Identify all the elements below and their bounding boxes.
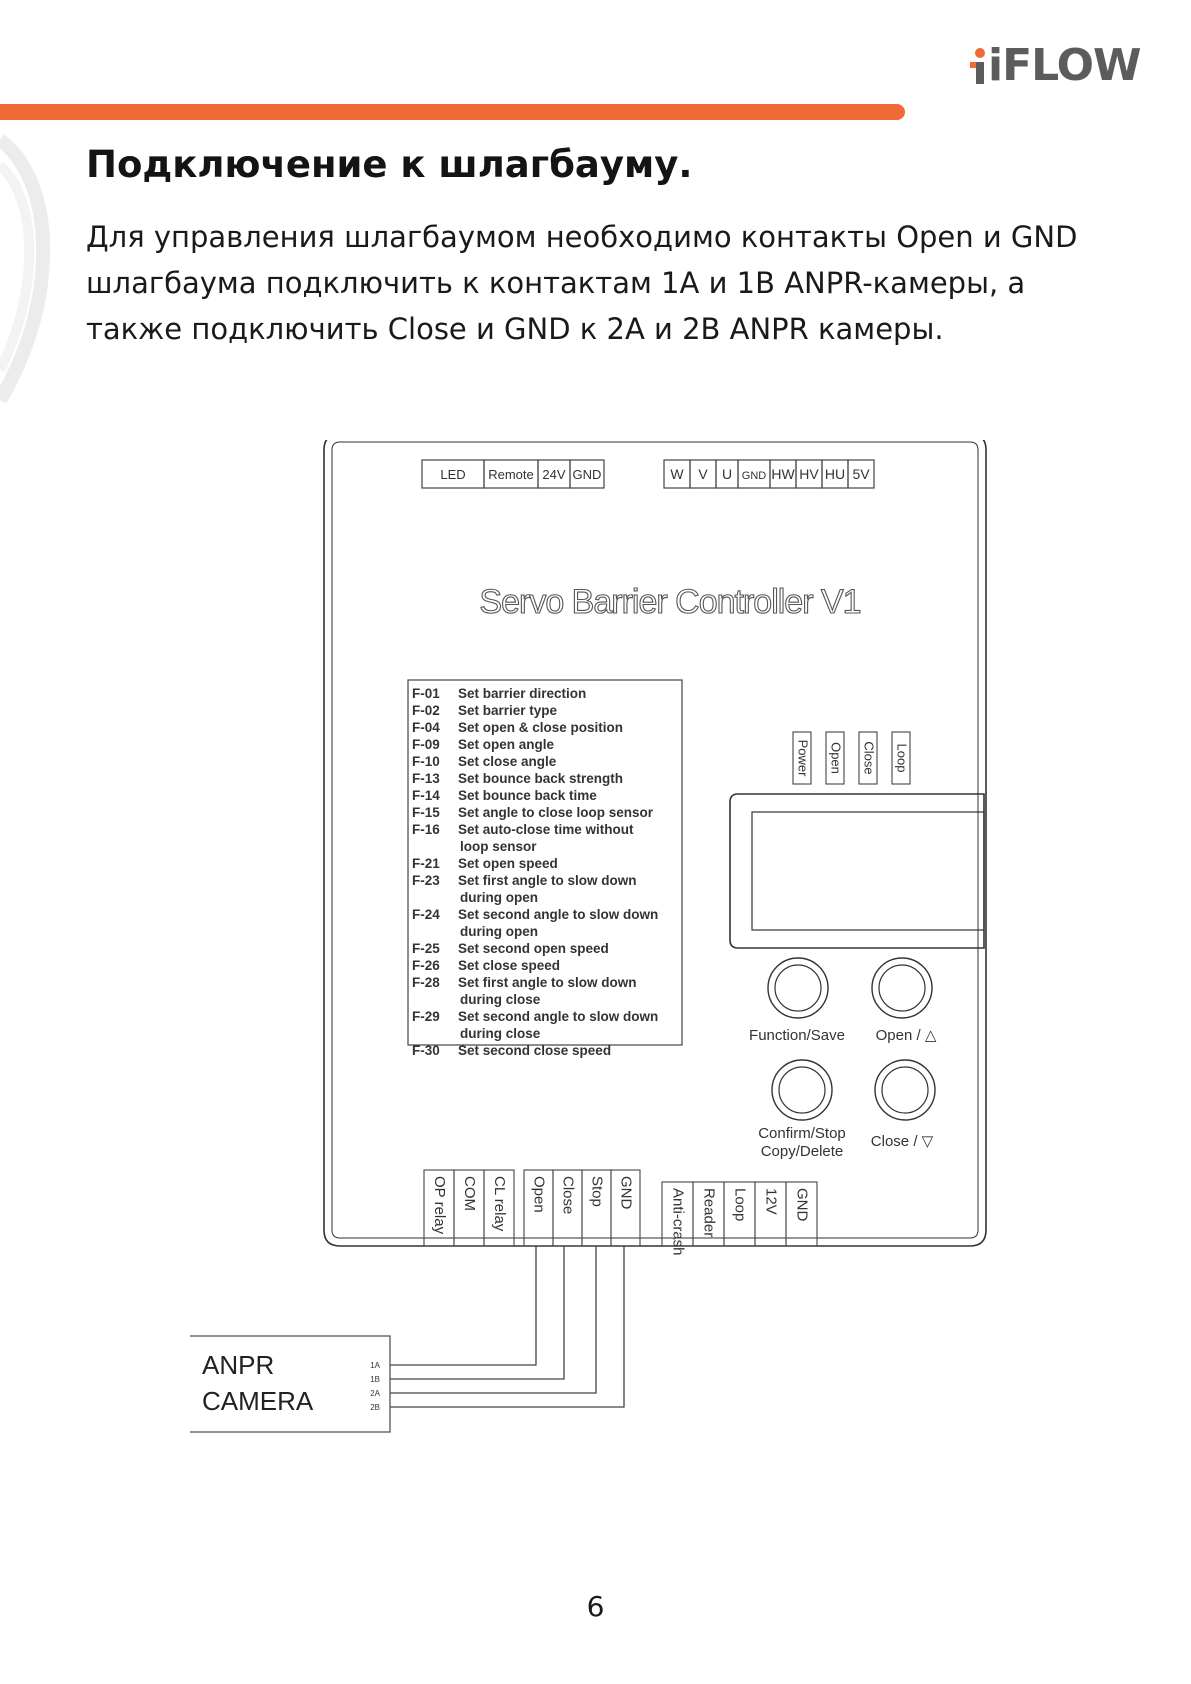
indicator-label: Power	[795, 739, 811, 777]
function-description: Set open & close position	[458, 720, 624, 735]
function-description: Set first angle to slow down	[458, 873, 637, 888]
function-description: loop sensor	[460, 839, 537, 854]
terminal-label: COM	[461, 1176, 479, 1211]
function-code: F-23	[412, 873, 440, 888]
function-code: F-04	[412, 720, 440, 735]
terminal-label: CL relay	[491, 1176, 509, 1232]
terminal-label: Reader	[700, 1188, 718, 1238]
function-code: F-15	[412, 805, 440, 820]
function-code: F-24	[412, 907, 440, 922]
indicator-leds	[793, 732, 910, 784]
terminal-label: OP relay	[431, 1176, 449, 1235]
function-description: during close	[460, 992, 541, 1007]
camera-pin-label: 2B	[370, 1403, 380, 1412]
function-description: Set close angle	[458, 754, 557, 769]
function-description: Set close speed	[458, 958, 561, 973]
terminal-label: 12V	[762, 1188, 780, 1215]
function-save-button[interactable]	[768, 958, 828, 1018]
function-code: F-26	[412, 958, 440, 973]
function-description: Set auto-close time without	[458, 822, 634, 837]
page-title: Подключение к шлагбауму.	[86, 143, 693, 186]
logo-i-icon	[968, 42, 990, 90]
function-description: Set angle to close loop sensor	[458, 805, 654, 820]
top-left-terminal-block	[422, 460, 604, 488]
terminal-label: Anti-crash	[669, 1188, 687, 1256]
function-description: Set bounce back time	[458, 788, 597, 803]
terminal-label: GND	[741, 470, 767, 482]
function-code: F-28	[412, 975, 440, 990]
function-description: during open	[460, 924, 538, 939]
close-down-button[interactable]	[875, 1060, 935, 1120]
control-terminal-block	[524, 1170, 640, 1246]
terminal-label: Loop	[731, 1188, 749, 1222]
function-code: F-30	[412, 1043, 440, 1058]
indicator-label: Open	[828, 742, 844, 774]
terminal-label: LED	[440, 467, 466, 482]
terminal-label: GND	[572, 467, 602, 482]
function-description: Set second open speed	[458, 941, 609, 956]
terminal-label: GND	[617, 1176, 635, 1210]
terminal-label: Close	[559, 1176, 577, 1215]
body-paragraph: Для управления шлагбаумом необходимо контакты Open и GND шлагбаума подключить к контактам 1A и 1B ANPR-камеры, а также подключить Close и GND к 2A и 2B ANPR камеры.	[86, 220, 1078, 346]
brand-logo	[968, 40, 1141, 91]
terminal-label: HV	[799, 466, 819, 482]
camera-pin-label: 1A	[370, 1361, 380, 1370]
confirm-stop-label: Confirm/Stop	[758, 1125, 846, 1142]
function-description: Set first angle to slow down	[458, 975, 637, 990]
terminal-label: W	[670, 466, 684, 482]
page-number: 6	[586, 1590, 605, 1623]
top-right-terminal-block	[664, 460, 874, 488]
wires	[390, 1246, 624, 1407]
terminal-label: HU	[824, 466, 846, 482]
terminal-label: Open	[530, 1176, 548, 1213]
open-up-button[interactable]	[872, 958, 932, 1018]
function-description: Set bounce back strength	[458, 771, 624, 786]
terminal-label: 5V	[852, 466, 870, 482]
copy-delete-label: Copy/Delete	[760, 1143, 844, 1160]
relay-terminal-block	[424, 1170, 514, 1246]
function-description: during close	[460, 1026, 541, 1041]
indicator-label: Loop	[894, 743, 910, 773]
function-description: Set open speed	[458, 856, 558, 871]
close-label: Close / ▽	[870, 1133, 934, 1150]
controller-outline	[324, 440, 986, 1246]
display-window	[730, 794, 984, 948]
function-description: during open	[460, 890, 538, 905]
function-description: Set second close speed	[458, 1043, 612, 1058]
camera-pins	[370, 1361, 380, 1412]
function-code: F-09	[412, 737, 440, 752]
controller-title: Servo Barrier Controller V1	[479, 583, 861, 621]
function-code: F-13	[412, 771, 440, 786]
wiring-diagram	[190, 440, 990, 1460]
open-label: Open / △	[875, 1027, 937, 1044]
function-description: Set barrier direction	[458, 686, 587, 701]
terminal-label: HW	[771, 466, 795, 482]
function-code: F-14	[412, 788, 440, 803]
function-code: F-02	[412, 703, 440, 718]
terminal-label: 24V	[542, 467, 566, 482]
camera-pin-label: 1B	[370, 1375, 380, 1384]
function-description: Set second angle to slow down	[458, 907, 659, 922]
function-description: Set barrier type	[458, 703, 558, 718]
anpr-camera-label-1: ANPR	[202, 1350, 275, 1380]
terminal-label: Stop	[588, 1176, 606, 1207]
terminal-label: U	[721, 466, 733, 482]
header-accent-bar	[0, 104, 905, 120]
function-code: F-29	[412, 1009, 440, 1024]
logo-text: iFLOW	[988, 40, 1141, 91]
confirm-stop-button[interactable]	[772, 1060, 832, 1120]
anpr-camera-label-2: CAMERA	[202, 1386, 314, 1416]
decorative-swirl	[0, 120, 70, 420]
function-description: Set second angle to slow down	[458, 1009, 659, 1024]
camera-pin-label: 2A	[370, 1389, 380, 1398]
sensor-terminal-block	[662, 1182, 817, 1256]
function-list	[412, 686, 658, 1058]
terminal-label: Remote	[488, 467, 534, 482]
function-code: F-10	[412, 754, 440, 769]
terminal-label: V	[698, 466, 708, 482]
function-code: F-16	[412, 822, 440, 837]
function-save-label: Function/Save	[749, 1027, 845, 1044]
function-description: Set open angle	[458, 737, 555, 752]
terminal-label: GND	[793, 1188, 811, 1222]
function-code: F-25	[412, 941, 440, 956]
function-code: F-21	[412, 856, 440, 871]
function-code: F-01	[412, 686, 440, 701]
indicator-label: Close	[861, 741, 877, 775]
